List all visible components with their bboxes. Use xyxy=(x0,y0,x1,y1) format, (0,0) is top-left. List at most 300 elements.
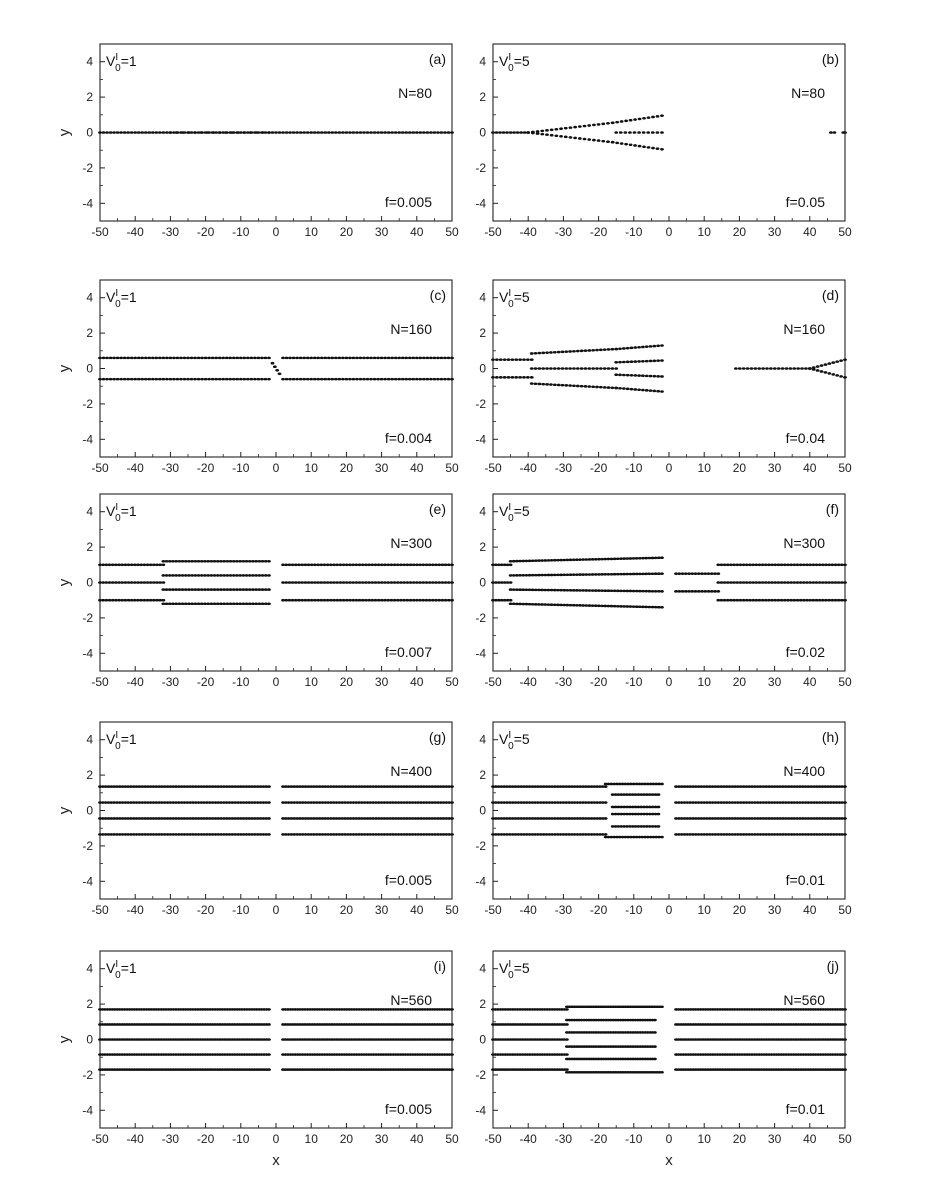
data-point xyxy=(249,378,253,381)
data-point xyxy=(572,384,576,387)
data-point xyxy=(376,131,380,134)
data-point xyxy=(397,378,401,381)
x-tick-label: -10 xyxy=(232,675,250,689)
data-point xyxy=(611,141,615,144)
data-point xyxy=(599,349,603,352)
data-point xyxy=(443,378,447,381)
data-point xyxy=(534,382,538,385)
data-point xyxy=(681,590,685,593)
data-point xyxy=(246,378,250,381)
data-point xyxy=(618,387,622,390)
data-point xyxy=(327,378,331,381)
data-point xyxy=(491,358,495,361)
data-point xyxy=(380,357,384,360)
data-point xyxy=(565,1008,569,1011)
data-point xyxy=(355,357,359,360)
data-point xyxy=(607,367,611,370)
y-tick-label: 4 xyxy=(86,732,93,747)
data-point xyxy=(512,131,516,134)
panel-b xyxy=(475,44,852,239)
data-point xyxy=(522,376,526,379)
f-label: f=0.005 xyxy=(384,194,432,210)
x-tick-label: -20 xyxy=(196,1132,215,1146)
data-point xyxy=(450,833,454,836)
data-point xyxy=(656,390,660,393)
x-tick-label: 30 xyxy=(374,675,389,689)
data-point xyxy=(140,131,144,134)
data-point xyxy=(499,376,503,379)
x-tick-label: -10 xyxy=(232,903,250,917)
data-point xyxy=(536,132,540,135)
x-tick-label: 30 xyxy=(374,903,389,917)
data-point xyxy=(267,1038,271,1041)
data-point xyxy=(316,378,320,381)
data-point xyxy=(285,131,289,134)
data-point xyxy=(564,367,568,370)
data-point xyxy=(587,367,591,370)
data-point xyxy=(649,345,653,348)
data-point xyxy=(383,378,387,381)
data-point xyxy=(450,785,454,788)
data-point xyxy=(306,131,310,134)
data-point xyxy=(622,387,626,390)
data-point xyxy=(564,384,568,387)
data-point xyxy=(584,385,588,388)
panel-h xyxy=(475,722,852,917)
x-tick-label: 0 xyxy=(665,1132,673,1146)
data-point xyxy=(833,131,837,134)
data-point xyxy=(568,350,572,353)
data-point xyxy=(831,373,835,376)
data-point xyxy=(843,581,847,584)
data-point xyxy=(323,357,327,360)
y-tick-label: 2 xyxy=(479,997,486,1012)
n-label: N=80 xyxy=(791,85,825,101)
data-point xyxy=(383,357,387,360)
data-point xyxy=(559,127,563,130)
data-point xyxy=(418,131,422,134)
y-tick-label: 0 xyxy=(479,125,486,140)
data-point xyxy=(112,131,116,134)
data-point xyxy=(411,357,415,360)
data-point xyxy=(288,131,292,134)
data-point xyxy=(614,361,618,364)
data-point xyxy=(641,360,645,363)
data-point xyxy=(651,131,655,134)
data-point xyxy=(572,367,576,370)
data-point xyxy=(193,131,197,134)
data-point xyxy=(109,357,113,360)
v0-label: $V^I$ 0=1 xyxy=(106,730,137,752)
data-point xyxy=(130,378,134,381)
data-point xyxy=(422,357,426,360)
data-point xyxy=(313,378,317,381)
data-point xyxy=(655,131,659,134)
data-point xyxy=(105,357,109,360)
f-label: f=0.02 xyxy=(785,644,825,660)
x-tick-label: 40 xyxy=(410,903,424,917)
n-label: N=80 xyxy=(398,85,432,101)
f-label: f=0.005 xyxy=(384,1101,432,1117)
data-point xyxy=(843,1023,847,1026)
data-point xyxy=(647,116,651,119)
data-point xyxy=(633,388,637,391)
y-tick-label: 0 xyxy=(86,803,93,818)
f-label: f=0.005 xyxy=(384,872,432,888)
data-point xyxy=(656,375,660,378)
data-point xyxy=(649,389,653,392)
data-point xyxy=(603,348,607,351)
data-point xyxy=(694,572,698,575)
data-point xyxy=(281,378,285,381)
x-tick-label: -30 xyxy=(161,225,180,239)
data-point xyxy=(564,127,568,130)
data-point xyxy=(373,131,377,134)
data-point xyxy=(418,357,422,360)
data-point xyxy=(154,378,158,381)
data-point xyxy=(690,590,694,593)
data-point xyxy=(267,357,271,360)
data-point xyxy=(601,140,605,143)
data-point xyxy=(181,131,185,134)
data-point xyxy=(433,357,437,360)
data-point xyxy=(267,378,271,381)
panel-label: (d) xyxy=(821,287,839,303)
data-point xyxy=(408,357,412,360)
x-tick-label: 40 xyxy=(410,225,424,239)
data-point xyxy=(105,131,109,134)
y-tick-label: 0 xyxy=(86,125,93,140)
data-point xyxy=(275,369,279,372)
data-point xyxy=(633,360,637,363)
data-point xyxy=(359,357,363,360)
x-tick-label: 10 xyxy=(697,461,711,475)
data-point xyxy=(239,378,243,381)
data-point xyxy=(278,373,282,376)
data-point xyxy=(390,357,394,360)
data-point xyxy=(183,357,187,360)
x-tick-label: -30 xyxy=(554,675,573,689)
data-point xyxy=(540,133,544,136)
data-point xyxy=(330,131,334,134)
data-point xyxy=(657,813,661,816)
data-point xyxy=(710,590,714,593)
data-point xyxy=(545,133,549,136)
y-tick-label: 0 xyxy=(86,575,93,590)
x-tick-label: 10 xyxy=(304,903,318,917)
data-point xyxy=(207,357,211,360)
data-point xyxy=(144,131,148,134)
x-tick-label: 20 xyxy=(339,1132,354,1146)
v0-label: $V^I$ 0=1 xyxy=(106,502,137,524)
data-point xyxy=(707,572,711,575)
data-point xyxy=(812,368,816,371)
data-point xyxy=(236,131,240,134)
data-point xyxy=(518,358,522,361)
data-point xyxy=(545,367,549,370)
y-tick-label: 2 xyxy=(86,90,93,105)
data-point xyxy=(580,350,584,353)
data-point xyxy=(387,378,391,381)
data-point xyxy=(200,378,204,381)
x-tick-label: 50 xyxy=(445,1132,459,1146)
data-point xyxy=(538,352,542,355)
data-point xyxy=(334,357,338,360)
data-point xyxy=(624,120,628,123)
data-point xyxy=(228,357,232,360)
y-tick-label: -2 xyxy=(82,160,93,175)
data-point xyxy=(502,131,506,134)
y-axis-title: y xyxy=(56,364,73,373)
data-point xyxy=(505,131,509,134)
f-label: f=0.04 xyxy=(785,430,825,446)
data-point xyxy=(197,357,201,360)
data-point xyxy=(278,131,282,134)
data-point xyxy=(576,350,580,353)
x-tick-label: -20 xyxy=(196,461,215,475)
data-point xyxy=(578,125,582,128)
data-point xyxy=(707,590,711,593)
y-tick-label: -4 xyxy=(82,646,93,661)
data-point xyxy=(565,1053,569,1056)
data-point xyxy=(425,131,429,134)
data-point xyxy=(450,357,454,360)
data-point xyxy=(390,131,394,134)
data-point xyxy=(660,1071,664,1074)
data-point xyxy=(436,378,440,381)
data-point xyxy=(154,357,158,360)
y-tick-label: -2 xyxy=(82,610,93,625)
data-point xyxy=(316,131,320,134)
data-point xyxy=(549,351,553,354)
data-point xyxy=(653,1031,657,1034)
data-point xyxy=(404,378,408,381)
data-point xyxy=(503,376,507,379)
data-point xyxy=(415,357,419,360)
data-point xyxy=(169,357,173,360)
data-point xyxy=(140,357,144,360)
data-point xyxy=(105,378,109,381)
data-point xyxy=(531,132,535,135)
data-point xyxy=(738,367,742,370)
data-point xyxy=(514,376,518,379)
data-point xyxy=(348,357,352,360)
data-point xyxy=(376,378,380,381)
data-point xyxy=(165,357,169,360)
x-tick-label: 30 xyxy=(767,225,782,239)
data-point xyxy=(824,363,828,366)
data-point xyxy=(713,590,717,593)
data-point xyxy=(620,142,624,145)
y-tick-label: -4 xyxy=(475,432,486,447)
data-point xyxy=(656,344,660,347)
data-point xyxy=(843,1053,847,1056)
data-point xyxy=(359,378,363,381)
data-point xyxy=(610,348,614,351)
x-tick-label: 50 xyxy=(445,461,459,475)
data-point xyxy=(330,357,334,360)
data-point xyxy=(334,378,338,381)
panel-e xyxy=(56,494,459,689)
data-point xyxy=(538,383,542,386)
x-tick-label: -20 xyxy=(589,1132,608,1146)
x-tick-label: -30 xyxy=(161,461,180,475)
data-point xyxy=(509,564,513,567)
data-point xyxy=(576,385,580,388)
data-point xyxy=(267,1053,271,1056)
data-point xyxy=(646,131,650,134)
data-point xyxy=(190,357,194,360)
x-tick-label: -40 xyxy=(519,1132,537,1146)
x-tick-label: -30 xyxy=(161,903,180,917)
data-point xyxy=(660,1005,664,1008)
data-point xyxy=(337,378,341,381)
x-tick-label: -40 xyxy=(126,225,144,239)
data-point xyxy=(653,1058,657,1061)
f-label: f=0.01 xyxy=(785,872,825,888)
data-point xyxy=(123,131,127,134)
data-point xyxy=(561,367,565,370)
data-point xyxy=(526,358,530,361)
data-point xyxy=(352,357,356,360)
data-point xyxy=(211,357,215,360)
data-point xyxy=(179,357,183,360)
n-label: N=300 xyxy=(783,535,825,551)
y-tick-label: 0 xyxy=(479,575,486,590)
data-point xyxy=(687,590,691,593)
panel-j xyxy=(475,951,852,1169)
data-point xyxy=(313,131,317,134)
data-point xyxy=(618,361,622,364)
data-point xyxy=(545,129,549,132)
x-tick-label: -20 xyxy=(589,225,608,239)
data-point xyxy=(545,383,549,386)
data-point xyxy=(436,357,440,360)
y-tick-label: 4 xyxy=(479,961,486,976)
data-point xyxy=(362,357,366,360)
y-tick-label: -2 xyxy=(82,838,93,853)
x-tick-label: 0 xyxy=(272,675,280,689)
data-point xyxy=(641,389,645,392)
data-point xyxy=(843,1008,847,1011)
y-tick-label: 2 xyxy=(86,997,93,1012)
y-tick-label: 0 xyxy=(479,803,486,818)
data-point xyxy=(843,801,847,804)
data-point xyxy=(109,131,113,134)
data-point xyxy=(660,606,664,609)
panel-f xyxy=(475,494,852,689)
data-point xyxy=(530,358,534,361)
data-point xyxy=(116,357,120,360)
data-point xyxy=(362,378,366,381)
data-point xyxy=(366,357,370,360)
data-point xyxy=(645,360,649,363)
data-point xyxy=(553,367,557,370)
data-point xyxy=(207,378,211,381)
data-point xyxy=(422,378,426,381)
data-point xyxy=(323,378,327,381)
data-point xyxy=(649,360,653,363)
data-point xyxy=(255,131,259,134)
data-point xyxy=(345,378,349,381)
x-tick-label: 40 xyxy=(803,675,817,689)
x-tick-label: 10 xyxy=(697,225,711,239)
data-point xyxy=(193,378,197,381)
data-point xyxy=(359,131,363,134)
data-point xyxy=(337,357,341,360)
x-tick-label: -20 xyxy=(196,903,215,917)
data-point xyxy=(569,136,573,139)
data-point xyxy=(559,135,563,138)
x-tick-label: 40 xyxy=(803,225,817,239)
data-point xyxy=(573,137,577,140)
data-point xyxy=(534,367,538,370)
x-tick-label: 10 xyxy=(304,461,318,475)
data-point xyxy=(327,357,331,360)
v0-label: $V^I$ 0=5 xyxy=(499,52,530,74)
data-point xyxy=(260,357,264,360)
data-point xyxy=(769,367,773,370)
y-tick-label: -2 xyxy=(475,838,486,853)
data-point xyxy=(781,367,785,370)
data-point xyxy=(633,346,637,349)
data-point xyxy=(530,382,534,385)
y-tick-label: 4 xyxy=(479,290,486,305)
y-tick-label: 0 xyxy=(479,1032,486,1047)
y-tick-label: -4 xyxy=(475,646,486,661)
data-point xyxy=(369,357,373,360)
data-point xyxy=(677,590,681,593)
data-point xyxy=(499,358,503,361)
data-point xyxy=(102,378,106,381)
data-point xyxy=(257,357,261,360)
data-point xyxy=(495,131,499,134)
data-point xyxy=(674,590,678,593)
y-tick-label: -4 xyxy=(475,196,486,211)
data-point xyxy=(622,347,626,350)
data-point xyxy=(674,572,678,575)
y-tick-label: -2 xyxy=(475,1067,486,1082)
data-point xyxy=(538,367,542,370)
data-point xyxy=(348,378,352,381)
data-point xyxy=(808,367,812,370)
v0-label: $V^I$ 0=5 xyxy=(499,730,530,752)
data-point xyxy=(242,131,246,134)
data-point xyxy=(642,145,646,148)
y-tick-label: -2 xyxy=(475,160,486,175)
data-point xyxy=(352,131,356,134)
data-point xyxy=(267,1023,271,1026)
panel-label: (b) xyxy=(821,51,839,67)
data-point xyxy=(447,131,451,134)
data-point xyxy=(660,572,664,575)
data-point xyxy=(221,357,225,360)
data-point xyxy=(309,131,313,134)
data-point xyxy=(295,378,299,381)
data-point xyxy=(622,374,626,377)
x-tick-label: 50 xyxy=(838,903,852,917)
data-point xyxy=(147,357,151,360)
x-tick-label: 20 xyxy=(732,461,747,475)
y-tick-label: -2 xyxy=(82,396,93,411)
v0-label: $V^I$ 0=5 xyxy=(499,502,530,524)
data-point xyxy=(622,361,626,364)
data-point xyxy=(369,131,373,134)
panel-label: (g) xyxy=(428,729,446,745)
x-tick-label: 0 xyxy=(272,461,280,475)
x-tick-label: -50 xyxy=(484,903,502,917)
data-point xyxy=(450,1023,454,1026)
